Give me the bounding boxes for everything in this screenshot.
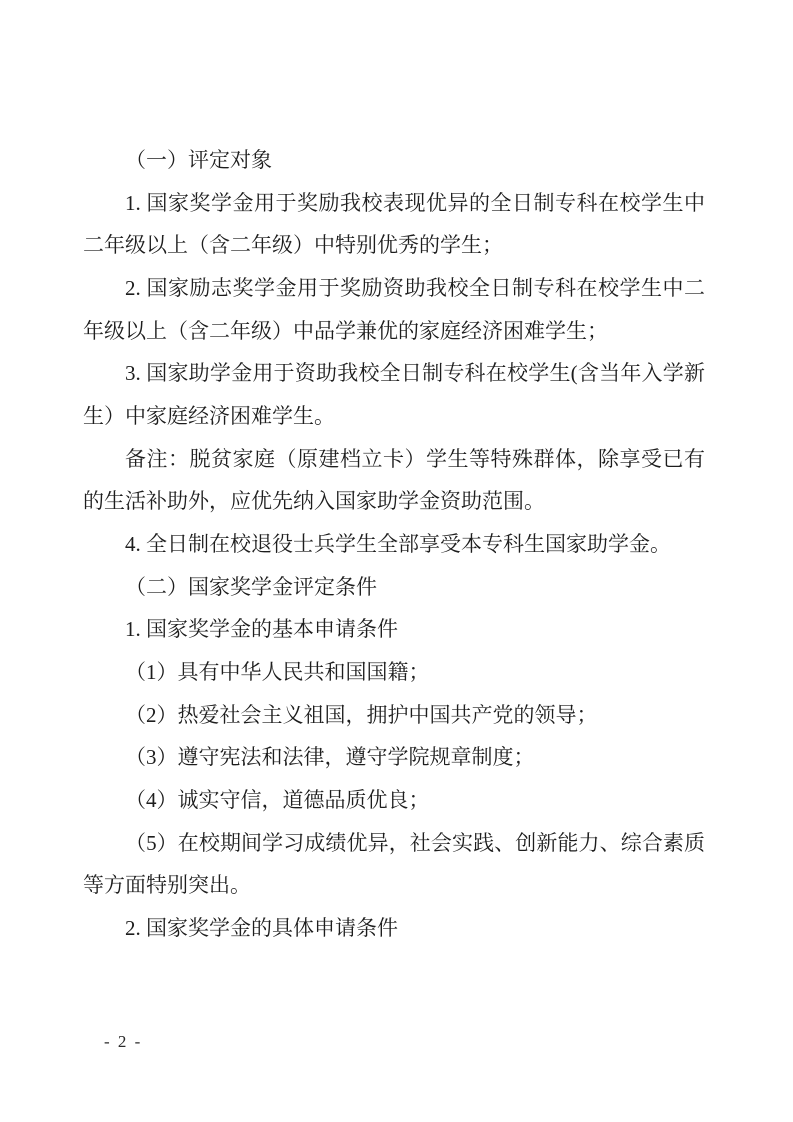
paragraph-condition-2: （2）热爱社会主义祖国，拥护中国共产党的领导； xyxy=(125,702,598,727)
paragraph-remark: 备注：脱贫家庭（原建档立卡）学生等特殊群体，除享受已有的生活补助外，应优先纳入国家助学金资助范围。 xyxy=(83,446,705,514)
page-number: - 2 - xyxy=(104,1032,143,1051)
paragraph-specific-conditions-title: 2. 国家奖学金的具体申请条件 xyxy=(125,915,398,940)
section-heading-1: （一）评定对象 xyxy=(125,148,272,172)
paragraph-condition-5: （5）在校期间学习成绩优异，社会实践、创新能力、综合素质等方面特别突出。 xyxy=(83,830,705,898)
document-body xyxy=(83,139,705,949)
paragraph-condition-1: （1）具有中华人民共和国国籍； xyxy=(125,659,430,684)
paragraph-condition-4: （4）诚实守信，道德品质优良； xyxy=(125,787,430,812)
paragraph-eval-target-4: 4. 全日制在校退役士兵学生全部享受本专科生国家助学金。 xyxy=(125,531,671,556)
paragraph-condition-3: （3）遵守宪法和法律，遵守学院规章制度； xyxy=(125,745,535,770)
paragraph-eval-target-2: 2. 国家励志奖学金用于奖励资助我校全日制专科在校学生中二年级以上（含二年级）中品学兼优的家庭经济困难学生； xyxy=(83,275,705,343)
paragraph-eval-target-3: 3. 国家助学金用于资助我校全日制专科在校学生(含当年入学新生）中家庭经济困难学生。 xyxy=(83,361,705,428)
section-heading-2: （二）国家奖学金评定条件 xyxy=(125,574,377,599)
paragraph-basic-conditions-title: 1. 国家奖学金的基本申请条件 xyxy=(125,617,398,642)
paragraph-eval-target-1: 1. 国家奖学金用于奖励我校表现优异的全日制专科在校学生中二年级以上（含二年级）中特别优秀的学生； xyxy=(83,190,705,258)
